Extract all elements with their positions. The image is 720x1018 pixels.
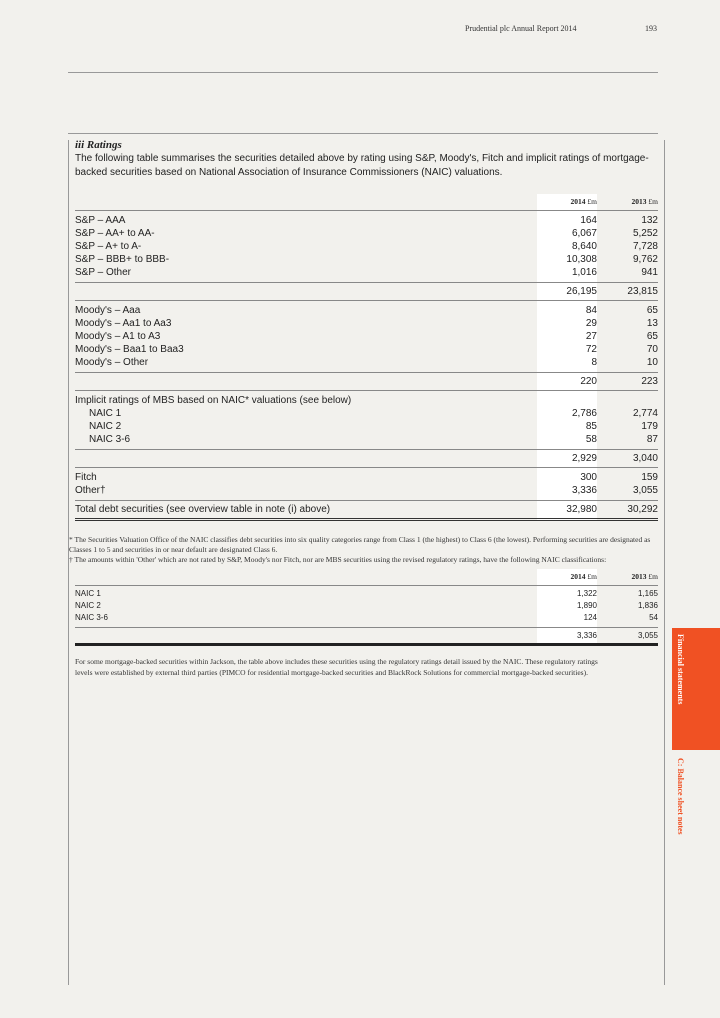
value-2013: 9,762 (632, 254, 658, 265)
row-label: NAIC 1 (89, 408, 122, 419)
unit: £m (587, 197, 597, 206)
row-label: NAIC 2 (75, 601, 101, 610)
value-2013: 3,040 (632, 453, 658, 464)
value-2014: 1,016 (571, 267, 597, 278)
row-label: Moody's – Aa1 to Aa3 (75, 318, 172, 329)
row-label: Moody's – A1 to A3 (75, 331, 161, 342)
row-label: S&P – AA+ to AA- (75, 228, 155, 239)
value-2014: 6,067 (571, 228, 597, 239)
table-row (75, 330, 658, 343)
col-2014: 2014 (570, 572, 586, 581)
value-2013: 13 (646, 318, 658, 329)
value-2014: 164 (580, 215, 597, 226)
value-2014: 72 (585, 344, 597, 355)
value-2013: 87 (646, 434, 658, 445)
unit: £m (587, 572, 597, 581)
footnote-dagger: † The amounts within 'Other' which are not rated by S&P, Moody's nor Fitch, nor are MBS securities using the revised regulatory ratings, have the following NAIC classifications: (69, 555, 607, 564)
closing-note: For some mortgage-backed securities within Jackson, the table above includes these securities using the regulatory ratings detail issued by the NAIC. These regulatory ratings levels were established by external third parties (PIMCO for residential mortgage-backed securities and BlackRock Solutions for commercial mortgage-backed securities). (75, 657, 598, 677)
naic-total-row (75, 449, 658, 468)
value-2013: 54 (649, 613, 658, 622)
value-2014: 1,322 (576, 589, 597, 598)
value-2013: 65 (646, 331, 658, 342)
divider (68, 72, 658, 73)
row-label: Other† (75, 485, 106, 496)
table-row (75, 471, 658, 484)
row-label: S&P – AAA (75, 215, 126, 226)
value-2014: 124 (583, 613, 597, 622)
table-row (75, 588, 658, 600)
value-2014: 10,308 (566, 254, 597, 265)
ratings-table (75, 194, 658, 521)
table-row (75, 227, 658, 240)
value-2014: 8 (591, 357, 597, 368)
tab-financial-statements-label[interactable]: Financial statements (676, 634, 685, 705)
value-2014: 3,336 (576, 631, 597, 640)
row-label: Moody's – Baa1 to Baa3 (75, 344, 184, 355)
value-2013: 132 (641, 215, 658, 226)
page-number: 193 (645, 24, 657, 33)
value-2013: 30,292 (627, 504, 658, 515)
value-2014: 1,890 (576, 601, 597, 610)
table-row (75, 214, 658, 227)
grand-total-row (75, 500, 658, 521)
table-row (75, 266, 658, 279)
unit: £m (648, 572, 658, 581)
value-2013: 1,165 (637, 589, 658, 598)
section-heading: iii Ratings (75, 139, 122, 151)
value-2014: 2,786 (571, 408, 597, 419)
header-title: Prudential plc Annual Report 2014 (465, 24, 577, 33)
table-row (75, 407, 658, 420)
table-row (75, 240, 658, 253)
value-2013: 3,055 (632, 485, 658, 496)
tab-balance-sheet-notes[interactable]: C: Balance sheet notes (676, 758, 685, 835)
col-2013: 2013 (631, 572, 647, 581)
value-2013: 2,774 (632, 408, 658, 419)
table-row (75, 356, 658, 369)
table-row (75, 420, 658, 433)
row-label: Total debt securities (see overview table in note (i) above) (75, 504, 331, 515)
row-label: Moody's – Aaa (75, 305, 141, 316)
footnote-star: * The Securities Valuation Office of the NAIC classifies debt securities into six quality categories range from Class 1 (the highest) to Class 6 (the lowest). Performing securities are designated as Classes 1 to 5 and securities in or near default are designated Class 6. (69, 535, 651, 554)
table-row (75, 317, 658, 330)
value-2013: 65 (646, 305, 658, 316)
value-2014: 29 (585, 318, 597, 329)
value-2014: 300 (580, 472, 597, 483)
value-2014: 3,336 (571, 485, 597, 496)
row-label: Fitch (75, 472, 97, 483)
row-label: NAIC 1 (75, 589, 101, 598)
col-2014: 2014 (570, 197, 586, 206)
value-2014: 84 (585, 305, 597, 316)
value-2014: 26,195 (566, 286, 597, 297)
value-2013: 3,055 (637, 631, 658, 640)
unit: £m (648, 197, 658, 206)
naic-heading-row (75, 394, 658, 407)
row-label: S&P – A+ to A- (75, 241, 142, 252)
table-row (75, 304, 658, 317)
table-row (75, 484, 658, 497)
right-rule (664, 140, 665, 985)
value-2014: 2,929 (571, 453, 597, 464)
value-2013: 941 (641, 267, 658, 278)
value-2013: 179 (641, 421, 658, 432)
value-2013: 70 (646, 344, 658, 355)
table-row (75, 253, 658, 266)
row-label: NAIC 3-6 (75, 613, 108, 622)
value-2013: 223 (641, 376, 658, 387)
value-2014: 85 (585, 421, 597, 432)
intro-text: The following table summarises the securities detailed above by rating using S&P, Moody's, Fitch and implicit ratings of mortgage-backed securities based on National Association of Insurance Commissioners (NAIC) valuations. (75, 153, 649, 178)
table2-total-row (75, 627, 658, 646)
row-label: NAIC 2 (89, 421, 122, 432)
value-2013: 159 (641, 472, 658, 483)
table-row (75, 343, 658, 356)
value-2014: 32,980 (566, 504, 597, 515)
value-2013: 10 (646, 357, 658, 368)
value-2013: 23,815 (627, 286, 658, 297)
col-2013: 2013 (631, 197, 647, 206)
value-2013: 5,252 (632, 228, 658, 239)
row-label: S&P – Other (75, 267, 131, 278)
naic-classification-table (75, 569, 658, 646)
moodys-total-row (75, 372, 658, 391)
value-2014: 8,640 (571, 241, 597, 252)
sp-total-row (75, 282, 658, 301)
row-label: Moody's – Other (75, 357, 149, 368)
value-2014: 27 (585, 331, 597, 342)
row-label: NAIC 3-6 (89, 434, 131, 445)
table-header (75, 194, 658, 211)
value-2013: 7,728 (632, 241, 658, 252)
value-2013: 1,836 (637, 601, 658, 610)
divider (68, 133, 658, 134)
table-header (75, 569, 658, 586)
table-row (75, 612, 658, 624)
table-row (75, 433, 658, 446)
naic-heading: Implicit ratings of MBS based on NAIC* valuations (see below) (75, 395, 352, 406)
table-row (75, 600, 658, 612)
value-2014: 220 (580, 376, 597, 387)
row-label: S&P – BBB+ to BBB- (75, 254, 170, 265)
value-2014: 58 (585, 434, 597, 445)
